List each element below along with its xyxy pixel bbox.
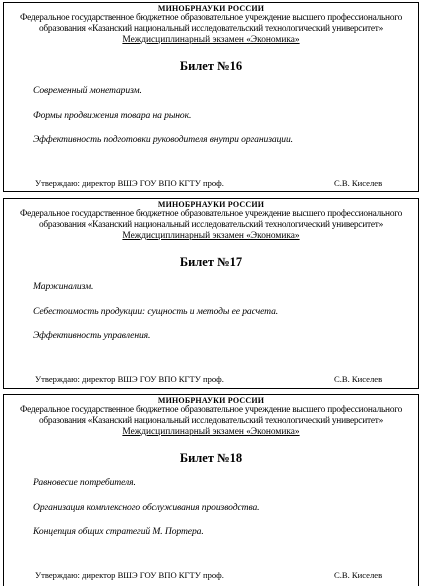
exam-ticket-18 [3, 394, 419, 586]
approval-line: Утверждаю: директор ВШЭ ГОУ ВПО КГТУ проф. [35, 178, 224, 188]
exam-name-text: Междисциплинарный экзамен «Экономика» [122, 231, 300, 241]
ministry-header: МИНОБРНАУКИ РОССИИ [157, 200, 265, 209]
exam-name-text: Междисциплинарный экзамен «Экономика» [122, 427, 300, 437]
ministry-header: МИНОБРНАУКИ РОССИИ [157, 396, 265, 405]
exam-ticket-17 [3, 198, 419, 389]
organization-name: Федеральное государственное бюджетное образовательное учреждение высшего профессионального образования «Казанский национальный исследовательский технологический университет» [19, 13, 403, 34]
approval-line: Утверждаю: директор ВШЭ ГОУ ВПО КГТУ проф. [35, 570, 224, 580]
approval-line: Утверждаю: директор ВШЭ ГОУ ВПО КГТУ проф. [35, 374, 224, 384]
exam-name-text: Междисциплинарный экзамен «Экономика» [122, 35, 300, 45]
question-item: Современный монетаризм. [33, 85, 142, 96]
signatory-name: С.В. Киселев [334, 374, 383, 384]
question-item: Эффективность управления. [33, 330, 151, 341]
ticket-title: Билет №18 [179, 451, 243, 465]
ticket-title: Билет №16 [179, 59, 243, 73]
ministry-header: МИНОБРНАУКИ РОССИИ [157, 4, 265, 13]
organization-name: Федеральное государственное бюджетное образовательное учреждение высшего профессионального образования «Казанский национальный исследовательский технологический университет» [19, 405, 403, 426]
exam-name [4, 231, 418, 242]
question-item: Эффективность подготовки руководителя внутри организации. [33, 134, 293, 145]
exam-name [4, 35, 418, 46]
question-item: Концепция общих стратегий М. Портера. [33, 526, 204, 537]
organization-name: Федеральное государственное бюджетное образовательное учреждение высшего профессионального образования «Казанский национальный исследовательский технологический университет» [19, 209, 403, 230]
signatory-name: С.В. Киселев [334, 178, 383, 188]
question-item: Равновесие потребителя. [33, 477, 136, 488]
question-list [33, 477, 408, 551]
exam-name [4, 427, 418, 438]
question-list [33, 281, 408, 355]
ticket-title: Билет №17 [179, 255, 243, 269]
question-item: Себестоимость продукции: сущность и методы ее расчета. [33, 305, 279, 317]
exam-ticket-16 [3, 2, 419, 192]
question-item: Формы продвижения товара на рынок. [33, 109, 192, 121]
signatory-name: С.В. Киселев [334, 570, 383, 580]
question-list [33, 85, 408, 159]
question-item: Маржинализм. [33, 281, 94, 292]
question-item: Организация комплексного обслуживания производства. [33, 501, 260, 513]
